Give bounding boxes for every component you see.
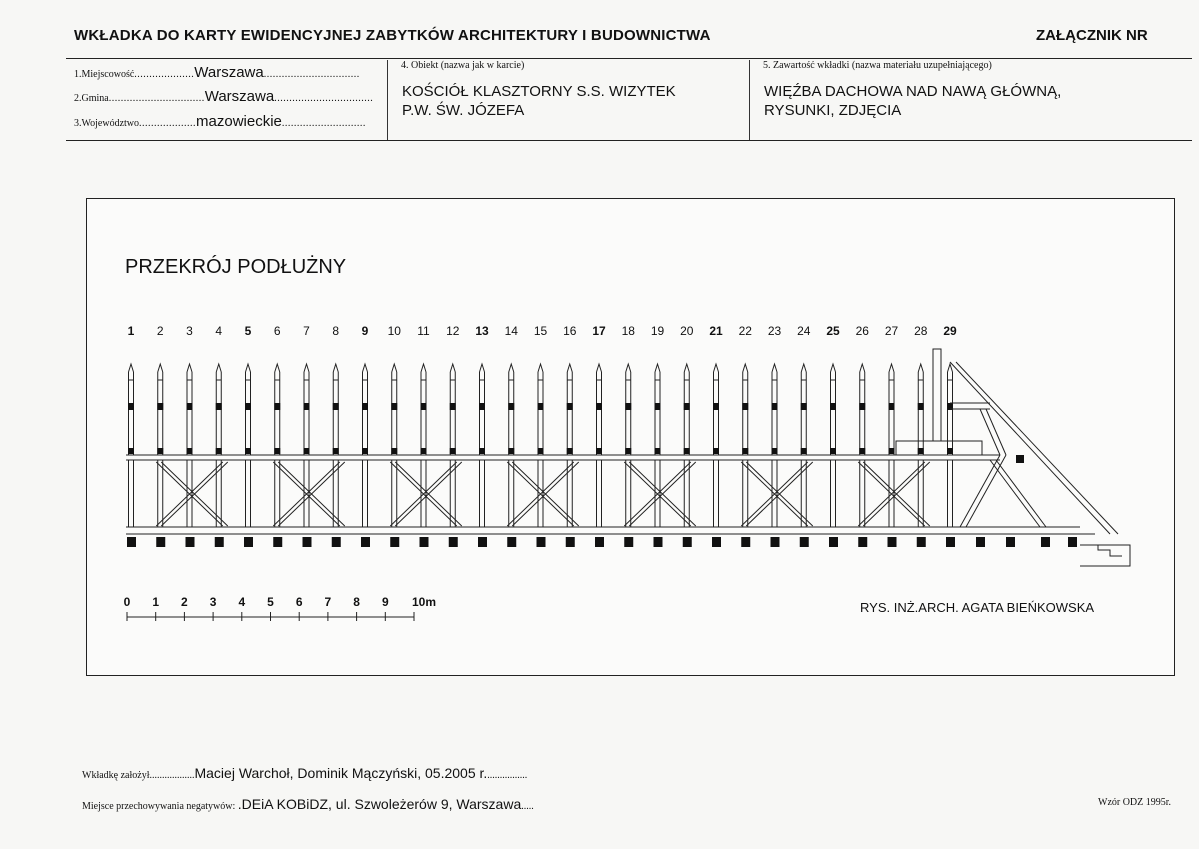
hip-brace (960, 455, 1000, 527)
beam-block (421, 448, 427, 454)
voivodeship-value: mazowieckie (196, 113, 282, 130)
created-label: Wkładkę założył (82, 770, 150, 781)
joist-block (215, 537, 224, 547)
post-tip (948, 364, 953, 372)
post-tip (597, 364, 602, 372)
wall-footing-detail (1098, 545, 1122, 556)
purlin-block (128, 403, 134, 410)
voivodeship-dots-after: ............................ (281, 118, 366, 129)
commune-dots-after: ................................. (274, 93, 374, 104)
truss-number-label: 4 (215, 324, 223, 338)
beam-block (772, 448, 778, 454)
joist-block (829, 537, 838, 547)
commune-value: Warszawa (204, 88, 275, 105)
purlin-block (918, 403, 924, 410)
beam-block (274, 448, 280, 454)
commune-dots-before: ................................ (108, 93, 205, 104)
truss-number-labels (128, 324, 957, 338)
object-label: 4. Obiekt (nazwa jak w karcie) (401, 60, 525, 71)
purlin-block (801, 403, 807, 410)
contents-line-1: WIĘŹBA DACHOWA NAD NAWĄ GŁÓWNĄ, (764, 83, 1062, 100)
purlin-block (567, 403, 573, 410)
truss-number-label: 27 (884, 324, 899, 338)
created-dots-after: ................ (487, 770, 528, 781)
joist-block (332, 537, 341, 547)
scale-label: 5 (267, 595, 274, 609)
contents-label: 5. Zawartość wkładki (nazwa materiału uzupełniającego) (763, 60, 992, 71)
purlin-block (333, 403, 339, 410)
hip-platform (896, 441, 982, 455)
beam-block (479, 448, 485, 454)
joist-block (771, 537, 780, 547)
truss-number-label: 11 (417, 324, 430, 338)
truss-number-label: 6 (273, 324, 281, 338)
truss-number-label: 24 (797, 324, 811, 338)
form-code: Wzór ODZ 1995r. (1098, 797, 1172, 808)
truss-number-label: 7 (303, 324, 310, 338)
post-tip (246, 364, 251, 372)
object-line-2: P.W. ŚW. JÓZEFA (402, 102, 525, 119)
beam-block (859, 448, 865, 454)
truss-number-label: 8 (332, 324, 340, 338)
post-tip (743, 364, 748, 372)
voivodeship-dots-before: ................... (139, 118, 197, 129)
truss-number-label: 18 (621, 324, 635, 338)
post-tip (714, 364, 719, 372)
post-tip (129, 364, 134, 372)
purlin-block (216, 403, 222, 410)
scale-label: 9 (381, 595, 389, 609)
hip-brace (966, 455, 1006, 527)
form-title: WKŁADKA DO KARTY EWIDENCYJNEJ ZABYTKÓW ARCHITEKTURY I BUDOWNICTWA (74, 27, 711, 44)
truss-number-label: 20 (680, 324, 694, 338)
joist-block (741, 537, 750, 547)
truss-number-label: 26 (855, 324, 869, 338)
beam-block (1016, 455, 1024, 463)
scale-label: 1 (152, 595, 160, 609)
beam-block (567, 448, 573, 454)
post-tip (392, 364, 397, 372)
post-tip (158, 364, 163, 372)
joist-block (712, 537, 721, 547)
beam-block (830, 448, 836, 454)
purlin-block (742, 403, 748, 410)
joist-block (595, 537, 604, 547)
purlin-block (479, 403, 485, 410)
hip-strut (986, 409, 1006, 455)
purlin-block (538, 403, 544, 410)
locality-value: Warszawa (194, 64, 264, 81)
post-tip (831, 364, 836, 372)
post-tip (480, 364, 485, 372)
post-tip (421, 364, 426, 372)
object-line-1: KOŚCIÓŁ KLASZTORNY S.S. WIZYTEK (402, 83, 676, 100)
beam-block (128, 448, 134, 454)
beam-block (333, 448, 339, 454)
truss-number-label: 16 (563, 324, 577, 338)
truss-number-label: 19 (650, 324, 665, 338)
truss-number-label: 13 (475, 324, 489, 338)
post-tip (801, 364, 806, 372)
purlin-block (625, 403, 631, 410)
joist-block (917, 537, 926, 547)
beam-block (947, 448, 953, 454)
post-tip (450, 364, 455, 372)
joist-block (478, 537, 487, 547)
scale-label: 8 (353, 595, 360, 609)
beam-block (625, 448, 631, 454)
truss-number-label: 23 (767, 324, 782, 338)
beam-block (742, 448, 748, 454)
hip-rafter (950, 362, 1110, 534)
drawing-credit: RYS. INŻ.ARCH. AGATA BIEŃKOWSKA (860, 600, 1095, 615)
post-tip (363, 364, 368, 372)
purlin-block (713, 403, 719, 410)
locality-dots-after: ................................ (263, 69, 360, 80)
purlin-block (684, 403, 690, 410)
purlin-block (450, 403, 456, 410)
beam-block (304, 448, 310, 454)
post-tip (918, 364, 923, 372)
storage-label: Miejsce przechowywania negatywów: (82, 801, 238, 812)
beam-block (538, 448, 544, 454)
purlin-block (596, 403, 602, 410)
beam-block (596, 448, 602, 454)
footer-storage (82, 796, 534, 812)
beam-block (713, 448, 719, 454)
post-tip (567, 364, 572, 372)
purlin-block (362, 403, 368, 410)
locality-label: 1.Miejscowość (74, 69, 135, 80)
joist-block (566, 537, 575, 547)
beam-block (508, 448, 514, 454)
beam-block (655, 448, 661, 454)
purlin-block (274, 403, 280, 410)
joist-block (624, 537, 633, 547)
post-tip (889, 364, 894, 372)
purlin-block (889, 403, 895, 410)
beam-block (450, 448, 456, 454)
joist-block (303, 537, 312, 547)
truss-number-label: 3 (186, 324, 193, 338)
scale-label: 3 (209, 595, 217, 609)
purlin-block (304, 403, 310, 410)
joist-block (946, 537, 955, 547)
purlin-block (859, 403, 865, 410)
truss-number-label: 22 (738, 324, 752, 338)
contents-line-2: RYSUNKI, ZDJĘCIA (764, 102, 902, 119)
post-tip (275, 364, 280, 372)
post-tip (655, 364, 660, 372)
beam-block (889, 448, 895, 454)
joist-block (127, 537, 136, 547)
storage-value: .DEiA KOBiDZ, ul. Szwoleżerów 9, Warszawa (237, 796, 522, 812)
beam-block (801, 448, 807, 454)
beam-block (391, 448, 397, 454)
joist-block (420, 537, 429, 547)
joist-block (1041, 537, 1050, 547)
truss-number-label: 29 (943, 324, 957, 338)
truss-number-label: 12 (446, 324, 460, 338)
hip-strut (980, 409, 1000, 455)
purlin-block (157, 403, 163, 410)
joist-block (1006, 537, 1015, 547)
truss-number-label: 10 (387, 324, 401, 338)
truss-number-label: 14 (504, 324, 518, 338)
joist-block (976, 537, 985, 547)
scale-label: 10m (411, 595, 437, 609)
post-tip (216, 364, 221, 372)
truss-number-label: 5 (244, 324, 252, 338)
beam-block (362, 448, 368, 454)
joist-block (654, 537, 663, 547)
joist-block (858, 537, 867, 547)
created-dots-before: .................. (149, 770, 195, 781)
post-tip (684, 364, 689, 372)
purlin-block (830, 403, 836, 410)
post-tip (187, 364, 192, 372)
beam-block (918, 448, 924, 454)
truss-number-label: 17 (592, 324, 606, 338)
truss-number-label: 2 (156, 324, 164, 338)
attachment-number-label: ZAŁĄCZNIK NR (1036, 27, 1148, 44)
post-tip (538, 364, 543, 372)
post-tip (626, 364, 631, 372)
truss-number-label: 9 (361, 324, 369, 338)
joist-block (273, 537, 282, 547)
joist-block (507, 537, 516, 547)
joist-block (683, 537, 692, 547)
joist-block (156, 537, 165, 547)
locality-dots-before: .................... (134, 69, 195, 80)
scale-label: 0 (123, 595, 131, 609)
joist-block (800, 537, 809, 547)
beam-block (157, 448, 163, 454)
commune-label: 2.Gmina (74, 93, 109, 104)
purlin-block (187, 403, 193, 410)
purlin-block (772, 403, 778, 410)
king-post (933, 349, 941, 441)
truss-number-label: 15 (533, 324, 548, 338)
joist-block (537, 537, 546, 547)
roof-truss-structure (126, 349, 1130, 566)
post-tip (772, 364, 777, 372)
joist-block (186, 537, 195, 547)
joist-block (1068, 537, 1077, 547)
beam-block (245, 448, 251, 454)
scale-bar (124, 595, 436, 621)
post-tip (304, 364, 309, 372)
hip-rafter (956, 362, 1118, 534)
footer-created (82, 765, 527, 781)
wall-footing (1080, 545, 1130, 566)
truss-number-label: 21 (709, 324, 723, 338)
beam-block (684, 448, 690, 454)
purlin-block (655, 403, 661, 410)
drawing-title: PRZEKRÓJ PODŁUŻNY (125, 256, 347, 278)
joist-block (888, 537, 897, 547)
post-tip (860, 364, 865, 372)
joist-block (244, 537, 253, 547)
purlin-block (508, 403, 514, 410)
scale-label: 6 (295, 595, 303, 609)
joist-block (449, 537, 458, 547)
scale-label: 7 (324, 595, 332, 609)
scale-label: 4 (238, 595, 246, 609)
beam-block (187, 448, 193, 454)
truss-number-label: 28 (914, 324, 928, 338)
created-value: Maciej Warchoł, Dominik Mączyński, 05.2005 r. (194, 765, 488, 781)
storage-dots: ..... (521, 801, 534, 812)
purlin-block (421, 403, 427, 410)
joist-block (390, 537, 399, 547)
post-tip (333, 364, 338, 372)
voivodeship-label: 3.Województwo (74, 118, 140, 129)
post-tip (509, 364, 514, 372)
hip-brace (996, 460, 1046, 527)
purlin-block (245, 403, 251, 410)
scale-label: 2 (181, 595, 188, 609)
truss-number-label: 25 (826, 324, 840, 338)
purlin-block (391, 403, 397, 410)
joist-block (361, 537, 370, 547)
beam-block (216, 448, 222, 454)
truss-number-label: 1 (127, 324, 135, 338)
